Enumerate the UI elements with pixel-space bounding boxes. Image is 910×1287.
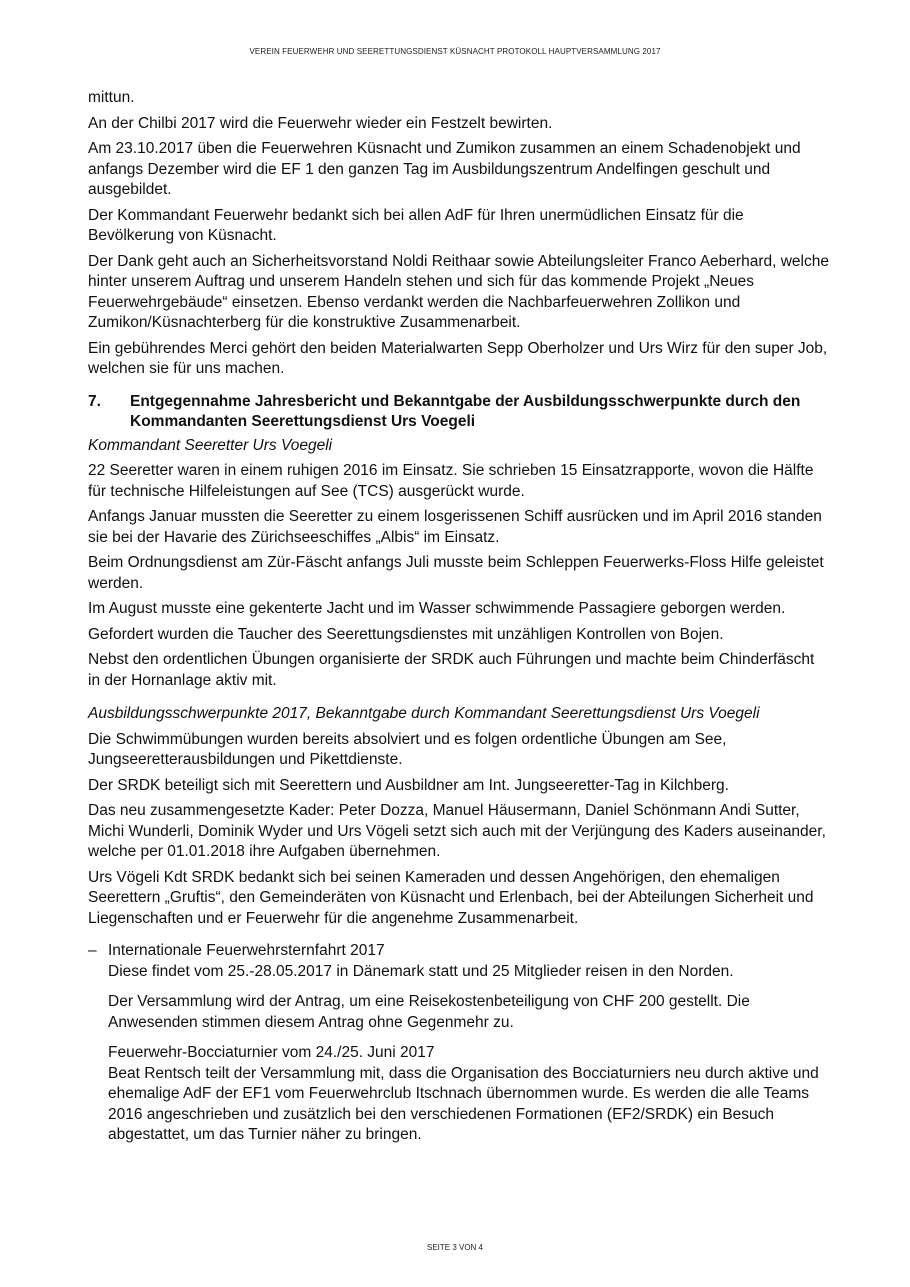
paragraph: Das neu zusammengesetzte Kader: Peter Dozza, Manuel Häusermann, Daniel Schönmann Andi Sutter, Michi Wunderli, Dominik Wyder und Urs Vögeli setzt sich auch mit der Verjüngung des Kaders auseinander, welche per 01.01.2018 ihre Aufgaben übernehmen. — [88, 802, 826, 860]
paragraph: Nebst den ordentlichen Übungen organisierte der SRDK auch Führungen und machte beim Chinderfäscht in der Hornanlage aktiv mit. — [88, 651, 815, 689]
list-item-title: Internationale Feuerwehrsternfahrt 2017 — [108, 942, 385, 959]
section-heading — [88, 392, 830, 433]
paragraph: Anfangs Januar mussten die Seeretter zu einem losgerissenen Schiff ausrücken und im April 2016 standen sie bei der Havarie des Zürichseeschiffes „Albis“ im Einsatz. — [88, 508, 822, 546]
list-item-title-2: Feuerwehr-Bocciaturnier vom 24./25. Juni 2017 — [108, 1044, 435, 1061]
list-item-body — [108, 941, 830, 1156]
paragraph: An der Chilbi 2017 wird die Feuerwehr wieder ein Festzelt bewirten. — [88, 114, 553, 132]
list-item-text: Diese findet vom 25.-28.05.2017 in Dänemark statt und 25 Mitglieder reisen in den Norden. — [108, 962, 734, 980]
paragraph: Der Kommandant Feuerwehr bedankt sich bei allen AdF für Ihren unermüdlichen Einsatz für die Bevölkerung von Küsnacht. — [88, 206, 744, 244]
paragraph: mittun. — [88, 89, 135, 106]
section-subtitle: Kommandant Seeretter Urs Voegeli — [88, 436, 333, 454]
page-footer: SEITE 3 VON 4 — [426, 1243, 484, 1252]
paragraph: Beim Ordnungsdienst am Zür-Fäscht anfangs Juli musste beim Schleppen Feuerwerks-Floss Hilfe geleistet werden. — [88, 554, 824, 592]
paragraph: Der Dank geht auch an Sicherheitsvorstand Noldi Reithaar sowie Abteilungsleiter Franco Aeberhard, welche hinter unserem Auftrag und unserem Handeln stehen und sich für das kommende Projekt „Neues Feuerwehrgebäude“ einsetzen. Ebenso verdankt werden die Nachbarfeuerwehren Zollikon und Zumikon/Küsnachterberg für die konstruktive Zusammenarbeit. — [88, 252, 829, 331]
list-item-text: Der Versammlung wird der Antrag, um eine Reisekostenbeteiligung von CHF 200 gestellt. Die Anwesenden stimmen diesem Antrag ohne Gegenmehr zu. — [108, 993, 750, 1031]
document-body — [88, 88, 830, 1156]
paragraph: Am 23.10.2017 üben die Feuerwehren Küsnacht und Zumikon zusammen an einem Schadenobjekt und anfangs Dezember wird die EF 1 den ganzen Tag im Ausbildungszentrum Andelfingen geschult und ausgebildet. — [88, 140, 801, 198]
paragraph: Der SRDK beteiligt sich mit Seerettern und Ausbildner am Int. Jungseeretter-Tag in Kilchberg. — [88, 776, 729, 794]
page-header: VEREIN FEUERWEHR UND SEERETTUNGSDIENST KÜSNACHT PROTOKOLL HAUPTVERSAMMLUNG 2017 — [249, 47, 661, 56]
paragraph: 22 Seeretter waren in einem ruhigen 2016 im Einsatz. Sie schrieben 15 Einsatzrapporte, wovon die Hälfte für technische Hilfeleistungen auf See (TCS) ausgerückt wurde. — [88, 462, 814, 500]
section-number: 7. — [88, 392, 101, 410]
paragraph: Die Schwimmübungen wurden bereits absolviert und es folgen ordentliche Übungen am See, Jungseeretterausbildungen und Pikettdienste. — [88, 730, 727, 768]
paragraph: Gefordert wurden die Taucher des Seerettungsdienstes mit unzähligen Kontrollen von Bojen. — [88, 625, 724, 643]
dash-bullet: – — [88, 942, 97, 959]
section-title: Entgegennahme Jahresbericht und Bekanntgabe der Ausbildungsschwerpunkte durch den Kommandanten Seerettungsdienst Urs Voegeli — [130, 392, 801, 430]
paragraph: Urs Vögeli Kdt SRDK bedankt sich bei seinen Kameraden und dessen Angehörigen, den ehemaligen Seerettern „Gruftis“, den Gemeinderäten von Küsnacht und Erlenbach, bei der Abteilungen Sicherheit und Liegenschaften und er Feuerwehr für die angenehme Zusammenarbeit. — [88, 868, 814, 927]
list-item-text: Beat Rentsch teilt der Versammlung mit, dass die Organisation des Bocciaturniers neu durch aktive und ehemalige AdF der EF1 vom Feuerwehrclub Itschnach übernommen wurde. Es werden die alle Teams 2016 angeschrieben und zusätzlich bei den verschiedenen Formationen (EF2/SRDK) ein Besuch abgestattet, um das Turnier näher zu bringen. — [108, 1064, 819, 1143]
dash-list — [88, 941, 830, 1156]
paragraph: Ein gebührendes Merci gehört den beiden Materialwarten Sepp Oberholzer und Urs Wirz für den super Job, welchen sie für uns machen. — [88, 339, 828, 377]
list-item — [88, 941, 830, 1156]
paragraph: Im August musste eine gekenterte Jacht und im Wasser schwimmende Passagiere geborgen werden. — [88, 600, 786, 617]
section-subtitle-2: Ausbildungsschwerpunkte 2017, Bekanntgabe durch Kommandant Seerettungsdienst Urs Voegeli — [88, 705, 760, 722]
